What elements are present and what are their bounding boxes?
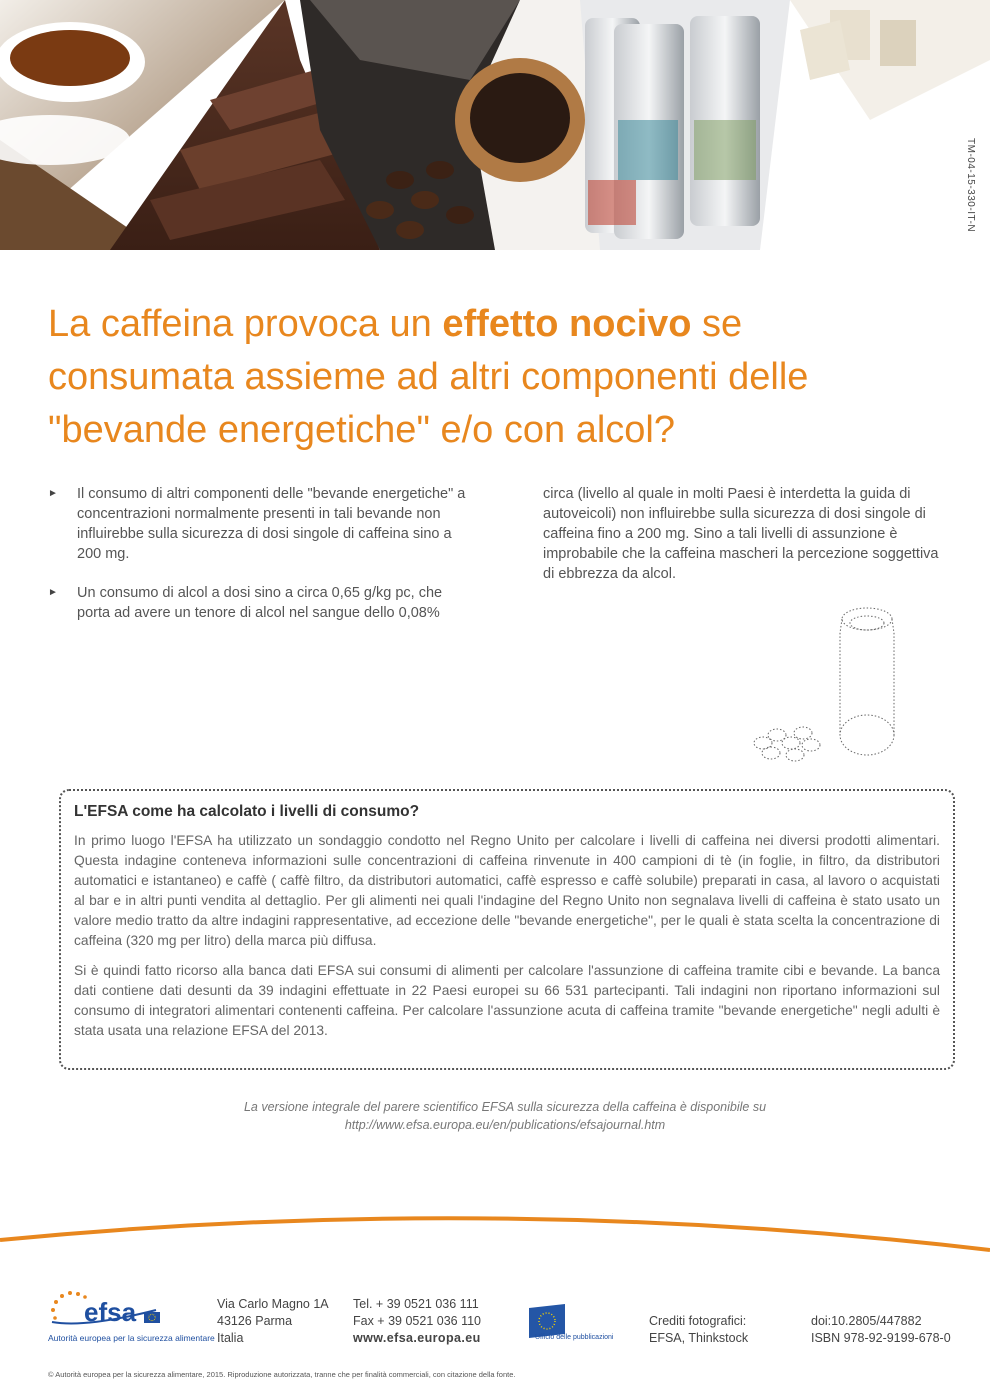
energy-cans-image [580, 0, 790, 250]
website-link[interactable]: www.efsa.europa.eu [353, 1331, 481, 1345]
box-heading: L'EFSA come ha calcolato i livelli di consumo? [74, 803, 420, 820]
document-code: TM-04-15-330-IT-N [965, 138, 976, 233]
address-line: Via Carlo Magno 1A [217, 1297, 329, 1311]
source-note-text: La versione integrale del parere scientifico EFSA sulla sicurezza della caffeina è disponibile su [243, 1100, 767, 1114]
publication-identifiers [811, 1313, 951, 1347]
energy-can-illustration [745, 605, 905, 765]
box-paragraph: Si è quindi fatto ricorso alla banca dati EFSA sui consumi di alimenti per calcolare l'assunzione di caffeina tramite cibi e bevande. La banca dati contiene dati desunti da 39 indagini effettuate in 22 Paesi europei su 66 531 partecipanti. Tali indagini non riportano informazioni sul consumo di integratori alimentari contenenti caffeina. Per calcolare l'assunzione acuta di caffeina tramite "bevande energetiche" negli adulti è stata usata una relazione EFSA del 2013. [74, 963, 940, 1038]
contact-block [353, 1296, 481, 1347]
phone-number: Tel. + 39 0521 036 111 [353, 1297, 479, 1311]
title-part2: se consumata assieme ad altri componenti delle "bevande energetiche" e/o con alcol? [48, 303, 809, 451]
bullet-item [48, 583, 478, 623]
bullet-arrow-icon: ► [48, 587, 58, 598]
consumption-method-box [59, 789, 955, 1070]
title-part1: La caffeina provoca un [48, 303, 443, 345]
isbn: ISBN 978-92-9199-678-0 [811, 1331, 951, 1345]
address-line: Italia [217, 1331, 244, 1345]
left-column [48, 484, 478, 642]
bullet-continuation-text: circa (livello al quale in molti Paesi è interdetta la guida di autoveicoli) non influirebbe sulla sicurezza di dosi singole di caffeina fino a 200 mg. Sino a tali livelli di assunzione è improbabile che la caffeina mascheri la percezione soggettiva di ebbrezza da alcol. [543, 486, 939, 582]
bullet-arrow-icon: ► [48, 488, 58, 499]
svg-text:efsa: efsa [84, 1297, 137, 1327]
source-link[interactable]: http://www.efsa.europa.eu/en/publications/efsajournal.htm [344, 1118, 666, 1132]
address-line: 43126 Parma [217, 1314, 293, 1328]
credits-value: EFSA, Thinkstock [649, 1331, 749, 1345]
page-title [48, 298, 928, 457]
eu-publications-label: Ufficio delle pubblicazioni [535, 1334, 614, 1341]
doi: doi:10.2805/447882 [811, 1314, 922, 1328]
right-column [543, 484, 943, 584]
credits-label: Crediti fotografici: [649, 1314, 747, 1328]
copyright-notice: © Autorità europea per la sicurezza alimentare, 2015. Riproduzione autorizzata, tranne che per finalità commerciali, con citazione della fonte. [48, 1370, 516, 1379]
source-note [0, 1098, 990, 1134]
bullet-item [48, 484, 478, 564]
header-photo-band [0, 0, 990, 250]
photo-credits [649, 1313, 748, 1347]
orange-divider-arc [0, 1200, 990, 1260]
box-paragraph: In primo luogo l'EFSA ha utilizzato un sondaggio condotto nel Regno Unito per calcolare i livelli di caffeina nei diversi prodotti alimentari. Questa indagine conteneva informazioni sulle concentrazioni di caffeina rinvenute in 400 campioni di tè (in foglie, in filtro, da distributori automatici e istantaneo) e caffè ( caffè filtro, da distributori automatici, caffè espresso e caffè solubile) preparati in casa, al lavoro o acquistati al bar e in altri punti vendita al dettaglio. Per gli alimenti nei quali l'indagine del Regno Unito non segnalava livelli di caffeina è stato usato un valore medio tratto da altre indagini rappresentative, ad eccezione delle "bevande energetiche", per le quali è stata scelta la concentrazione di caffeina (320 mg per litro) della marca più diffusa. [74, 833, 940, 948]
title-emphasis: effetto nocivo [442, 303, 692, 345]
address-block [217, 1296, 329, 1347]
fax-number: Fax + 39 0521 036 110 [353, 1314, 481, 1328]
bullet-text: Un consumo di alcol a dosi sino a circa 0,65 g/kg pc, che porta ad avere un tenore di alcol nel sangue dello 0,08% [77, 585, 443, 621]
bullet-text: Il consumo di altri componenti delle "bevande energetiche" a concentrazioni normalmente presenti in tali bevande non influirebbe sulla sicurezza di dosi singole di caffeina sino a 200 mg. [77, 486, 466, 562]
logo-tagline: Autorità europea per la sicurezza alimentare [48, 1333, 215, 1343]
